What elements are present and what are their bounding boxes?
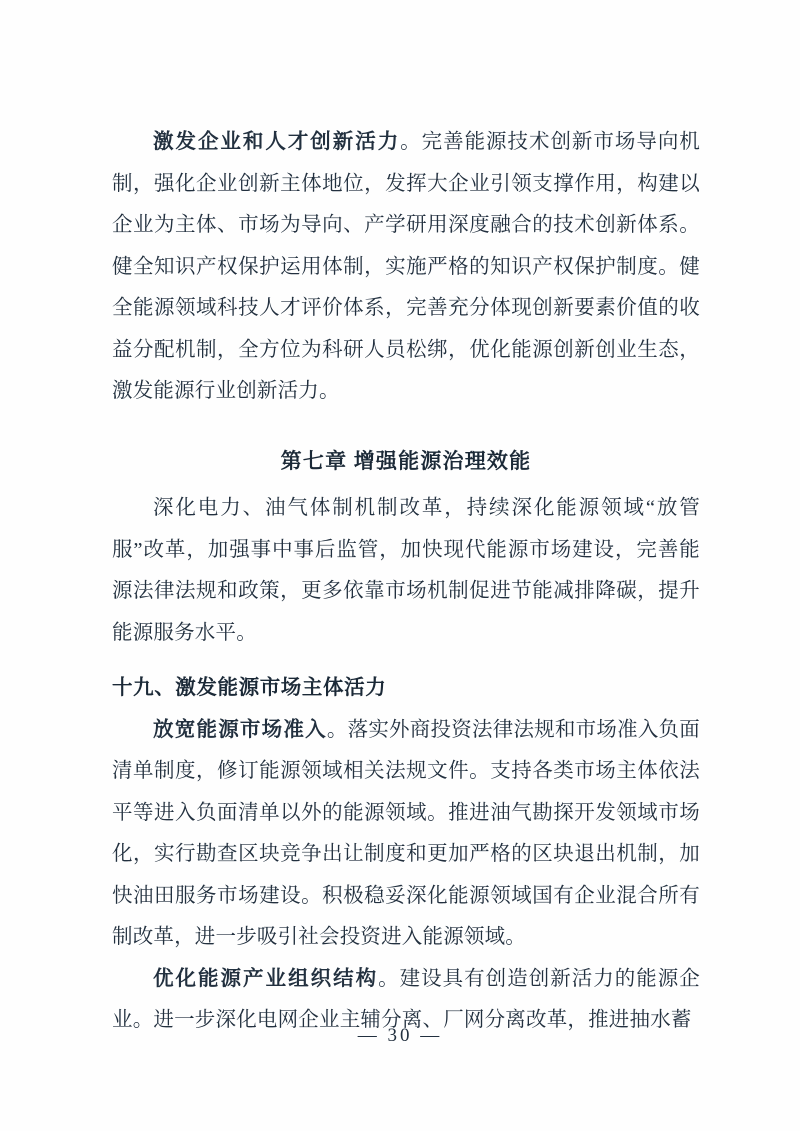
section-heading-nineteen: 十九、激发能源市场主体活力	[112, 677, 387, 699]
paragraph-market-access	[112, 710, 700, 959]
paragraph-text-governance-intro: 深化电力、油气体制机制改革，持续深化能源领域“放管服”改革，加强事中事后监管，加快现代能源市场建设，完善能源法律法规和政策，更多依靠市场机制促进节能减排降碳，提升能源服务水平。	[112, 497, 700, 644]
paragraph-lead-innovation-vitality: 激发企业和人才创新活力	[153, 131, 401, 153]
paragraph-governance-intro	[112, 488, 700, 654]
paragraph-text-innovation-vitality: 。完善能源技术创新市场导向机制，强化企业创新主体地位，发挥大企业引领支撑作用，构建以企业为主体、市场为导向、产学研用深度融合的技术创新体系。健全知识产权保护运用体制，实施严格的知识产权保护制度。健全能源领域科技人才评价体系，完善充分体现创新要素价值的收益分配机制，全方位为科研人员松绑，优化能源创新创业生态，激发能源行业创新活力。	[112, 131, 700, 402]
paragraph-text-industry-structure: 。建设具有创造创新活力的能源企业。进一步深化电网企业主辅分离、厂网分离改革，推进抽水蓄	[112, 967, 700, 1031]
paragraph-lead-industry-structure: 优化能源产业组织结构	[153, 967, 379, 990]
paragraph-lead-market-access: 放宽能源市场准入	[153, 718, 327, 741]
page-number: — 30 —	[357, 1025, 443, 1046]
paragraph-text-market-access: 。落实外商投资法律法规和市场准入负面清单制度，修订能源领域相关法规文件。支持各类市场主体依法平等进入负面清单以外的能源领域。推进油气勘探开发领域市场化，实行勘查区块竞争出让制度和更加严格的区块退出机制，加快油田服务市场建设。积极稳妥深化能源领域国有企业混合所有制改革，进一步吸引社会投资进入能源领域。	[112, 718, 700, 948]
chapter-heading-seven: 第七章 增强能源治理效能	[280, 448, 532, 473]
document-body	[112, 122, 700, 1042]
paragraph-innovation-vitality	[112, 122, 700, 413]
